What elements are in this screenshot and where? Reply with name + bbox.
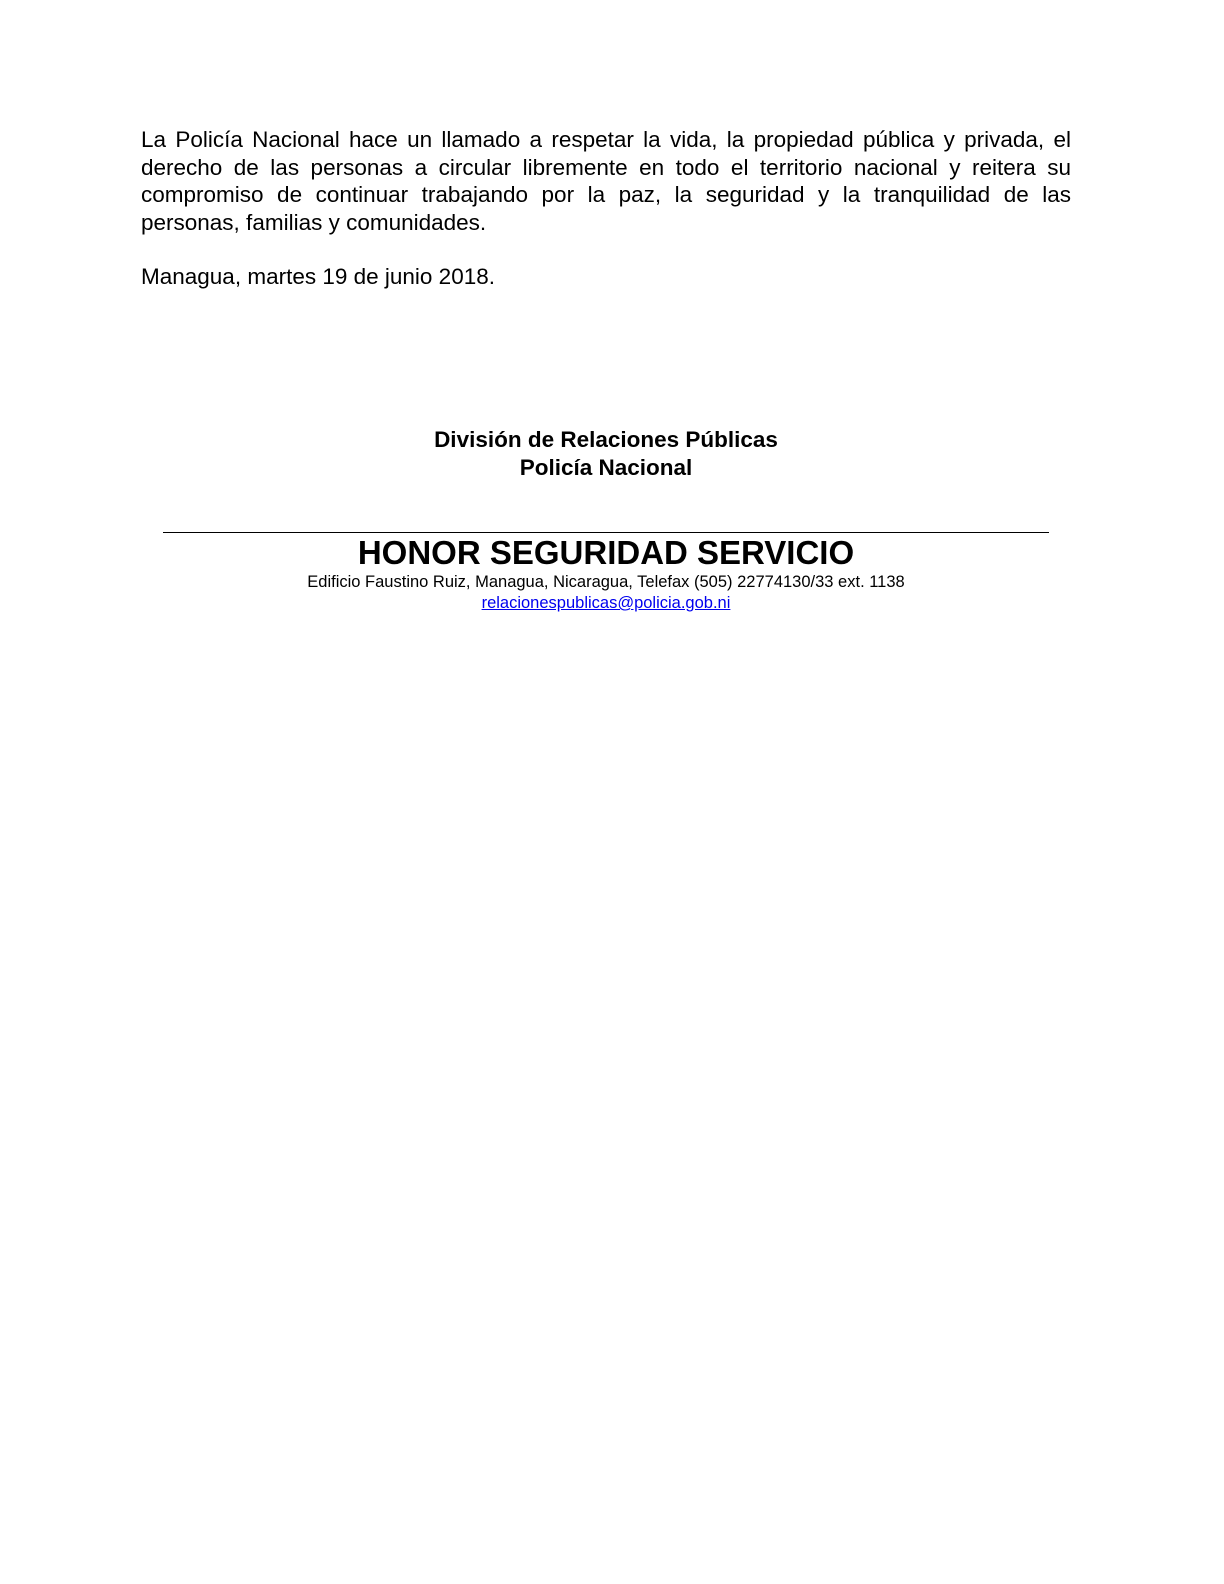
- place-date: Managua, martes 19 de junio 2018.: [141, 264, 495, 289]
- footer-address-line: [0, 572, 1224, 592]
- footer-email-line: [0, 593, 1224, 613]
- footer-divider: [163, 532, 1049, 533]
- footer-motto-line: [0, 534, 1224, 572]
- footer-address: Edificio Faustino Ruiz, Managua, Nicaragua, Telefax (505) 22774130/33 ext. 1138: [307, 573, 905, 591]
- footer-motto: HONOR SEGURIDAD SERVICIO: [357, 534, 855, 571]
- body-paragraph: La Policía Nacional hace un llamado a respetar la vida, la propiedad pública y privada, el derecho de las personas a circular libremente en todo el territorio nacional y reitera su compromiso de continuar trabajando por la paz, la seguridad y la tranquilidad de las personas, familias y comunidades.: [141, 127, 1071, 235]
- signature-block: [0, 426, 1224, 481]
- signature-institution: Policía Nacional: [519, 454, 693, 480]
- signature-division: División de Relaciones Públicas: [434, 427, 778, 452]
- footer-email-link[interactable]: relacionespublicas@policia.gob.ni: [481, 594, 731, 612]
